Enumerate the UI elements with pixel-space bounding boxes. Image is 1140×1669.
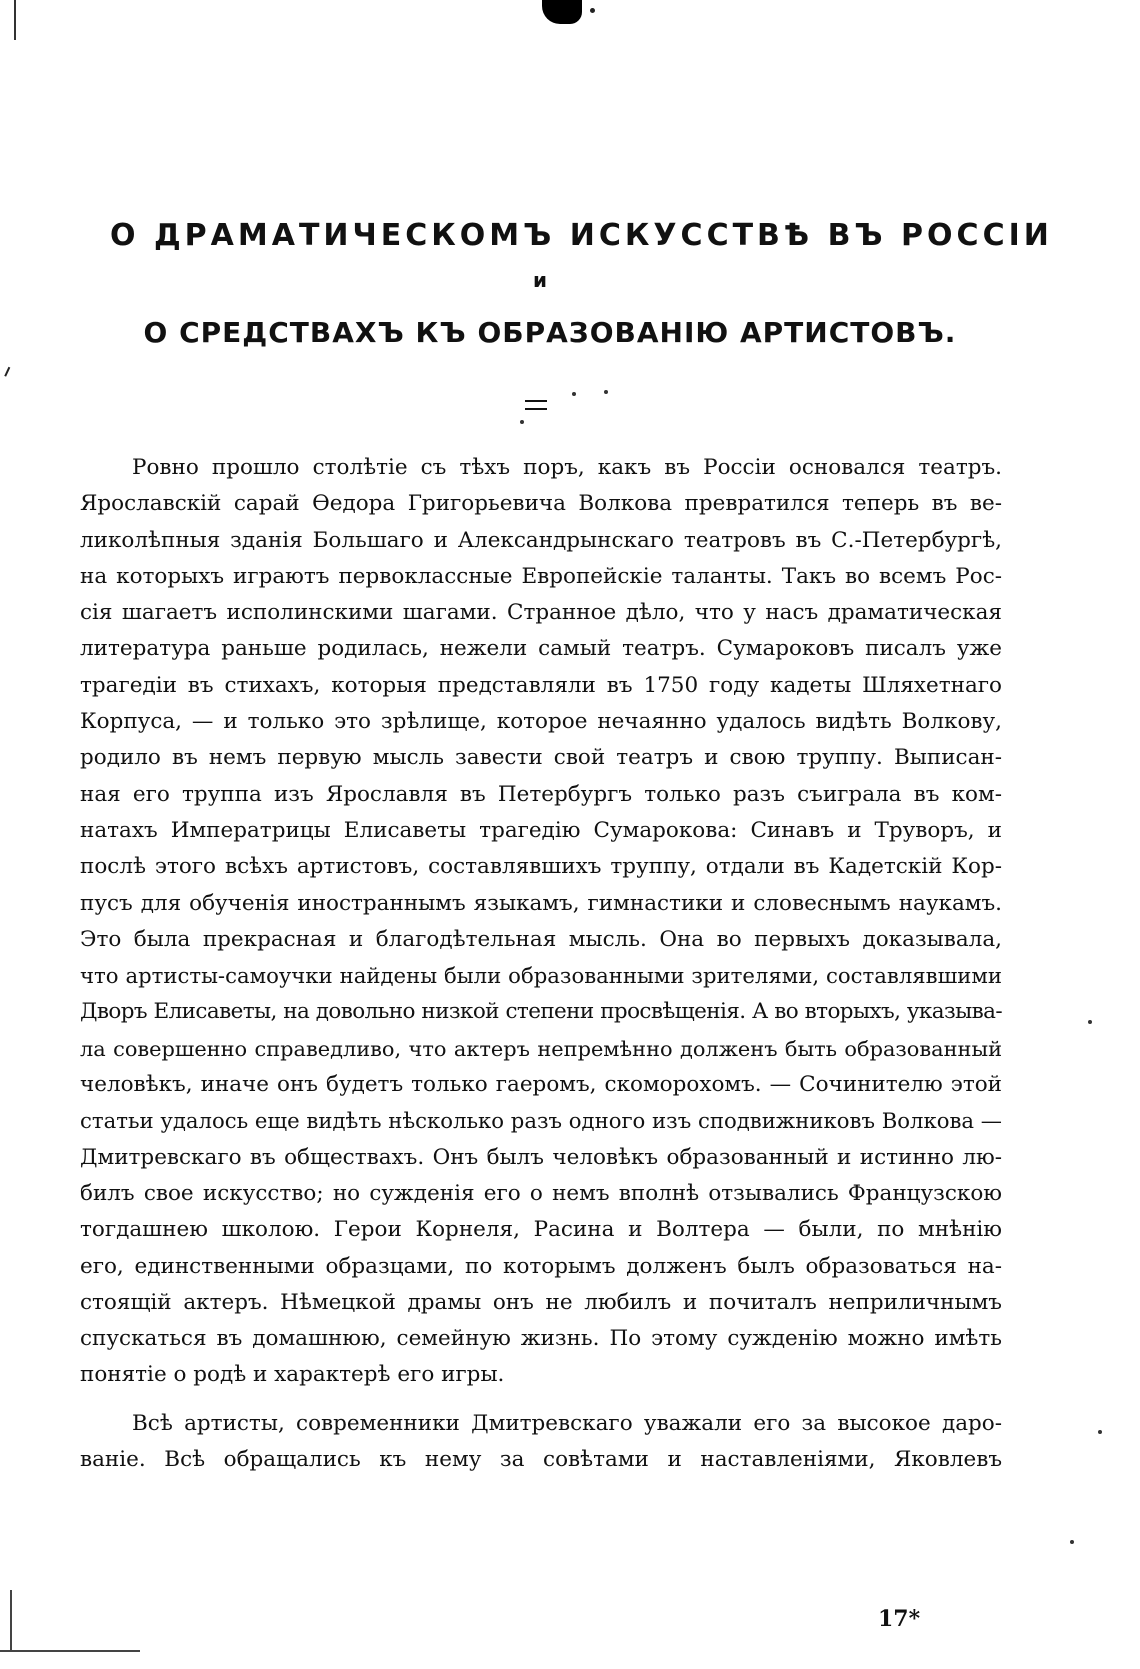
text-line: тогдашнею школою. Герои Корнеля, Расина и Волтера — были, по мнѣнію xyxy=(80,1217,1002,1243)
text-line: что артисты-самоучки найдены были образованными зрителями, составлявшими xyxy=(80,963,1002,989)
text-line: на которыхъ играютъ первоклассные Европейскіе таланты. Такъ во всемъ Рос- xyxy=(80,563,1002,589)
text-line: спускаться въ домашнюю, семейную жизнь. По этому сужденію можно имѣть xyxy=(80,1326,1002,1352)
text-line: Дворъ Елисаветы, на довольно низкой степени просвѣщенія. А во вторыхъ, указыва- xyxy=(80,999,1002,1025)
text-line: ваніе. Всѣ обращались къ нему за совѣтами и наставленіями, Яковлевъ xyxy=(80,1447,1002,1473)
title-conjunction: и xyxy=(532,268,547,292)
text-line: Всѣ артисты, современники Дмитревскаго уважали его за высокое даро- xyxy=(132,1410,1002,1436)
divider-dot xyxy=(604,390,608,394)
scan-edge-mark xyxy=(14,0,16,40)
text-line: Ровно прошло столѣтіе съ тѣхъ поръ, какъ въ Россіи основался театръ. xyxy=(132,455,1002,480)
text-line: Дмитревскаго въ обществахъ. Онъ былъ человѣкъ образованный и истинно лю- xyxy=(80,1144,1002,1170)
divider-dot xyxy=(572,392,576,396)
scan-edge-mark xyxy=(10,1590,12,1650)
text-line: литература раньше родилась, нежели самый театръ. Сумароковъ писалъ уже xyxy=(80,636,1002,662)
margin-speck xyxy=(1098,1430,1102,1434)
body-text xyxy=(80,450,1002,1478)
text-line: пусъ для обученія иностраннымъ языкамъ, гимнастики и словеснымъ наукамъ. xyxy=(80,890,1002,916)
text-line: статьи удалось еще видѣть нѣсколько разъ одного изъ сподвижниковъ Волкова — xyxy=(80,1108,1002,1134)
paragraph-gap xyxy=(80,1394,1002,1406)
scan-edge-mark xyxy=(0,1650,140,1652)
title-line-2: О СРЕДСТВАХЪ КЪ ОБРАЗОВАНІЮ АРТИСТОВЪ. xyxy=(143,316,957,349)
text-line: ная его труппа изъ Ярославля въ Петербургъ только разъ съиграла въ ком- xyxy=(80,781,1002,807)
text-line: билъ свое искусство; но сужденія его о немъ вполнѣ отзывались Французскою xyxy=(80,1180,1002,1206)
text-line: стоящій актеръ. Нѣмецкой драмы онъ не любилъ и почиталъ неприличнымъ xyxy=(80,1289,1002,1315)
section-divider xyxy=(525,400,547,410)
text-line: сія шагаетъ исполинскими шагами. Странное дѣло, что у насъ драматическая xyxy=(80,600,1002,626)
text-line: Корпуса, — и только это зрѣлище, которое нечаянно удалось видѣть Волкову, xyxy=(80,709,1002,735)
ink-blot xyxy=(542,0,582,24)
text-line: трагедіи въ стихахъ, которыя представляли въ 1750 году кадеты Шляхетнаго xyxy=(80,672,1002,698)
text-line: его, единственными образцами, по которымъ долженъ былъ образоваться на- xyxy=(80,1253,1002,1279)
stray-mark xyxy=(4,367,15,379)
title-line-1: О ДРАМАТИЧЕСКОМЪ ИСКУССТВѢ ВЪ РОССІИ xyxy=(110,218,1053,253)
signature-mark: 17* xyxy=(878,1606,921,1632)
text-line: человѣкъ, иначе онъ будетъ только гаеромъ, скоморохомъ. — Сочинителю этой xyxy=(80,1072,1002,1098)
text-line: родило въ немъ первую мысль завести свой театръ и свою труппу. Выписан- xyxy=(80,745,1002,771)
text-line: Это была прекрасная и благодѣтельная мысль. Она во первыхъ доказывала, xyxy=(80,926,1002,952)
text-line: ла совершенно справедливо, что актеръ непремѣнно долженъ быть образованный xyxy=(80,1036,1002,1061)
divider-dot xyxy=(520,420,524,424)
text-line: послѣ этого всѣхъ артистовъ, составлявшихъ труппу, отдали въ Кадетскій Кор- xyxy=(80,854,1002,880)
margin-speck xyxy=(1070,1540,1074,1544)
margin-speck xyxy=(1088,1020,1092,1024)
ink-speck xyxy=(590,8,595,13)
text-line: понятіе о родѣ и характерѣ его игры. xyxy=(80,1362,505,1388)
text-line: Ярославскій сарай Ѳедора Григорьевича Волкова превратился теперь въ ве- xyxy=(80,491,1002,517)
text-line: натахъ Императрицы Елисаветы трагедію Сумарокова: Синавъ и Труворъ, и xyxy=(80,817,1002,843)
text-line: ликолѣпныя зданія Большаго и Александрынскаго театровъ въ С.-Петербургѣ, xyxy=(80,527,1002,553)
